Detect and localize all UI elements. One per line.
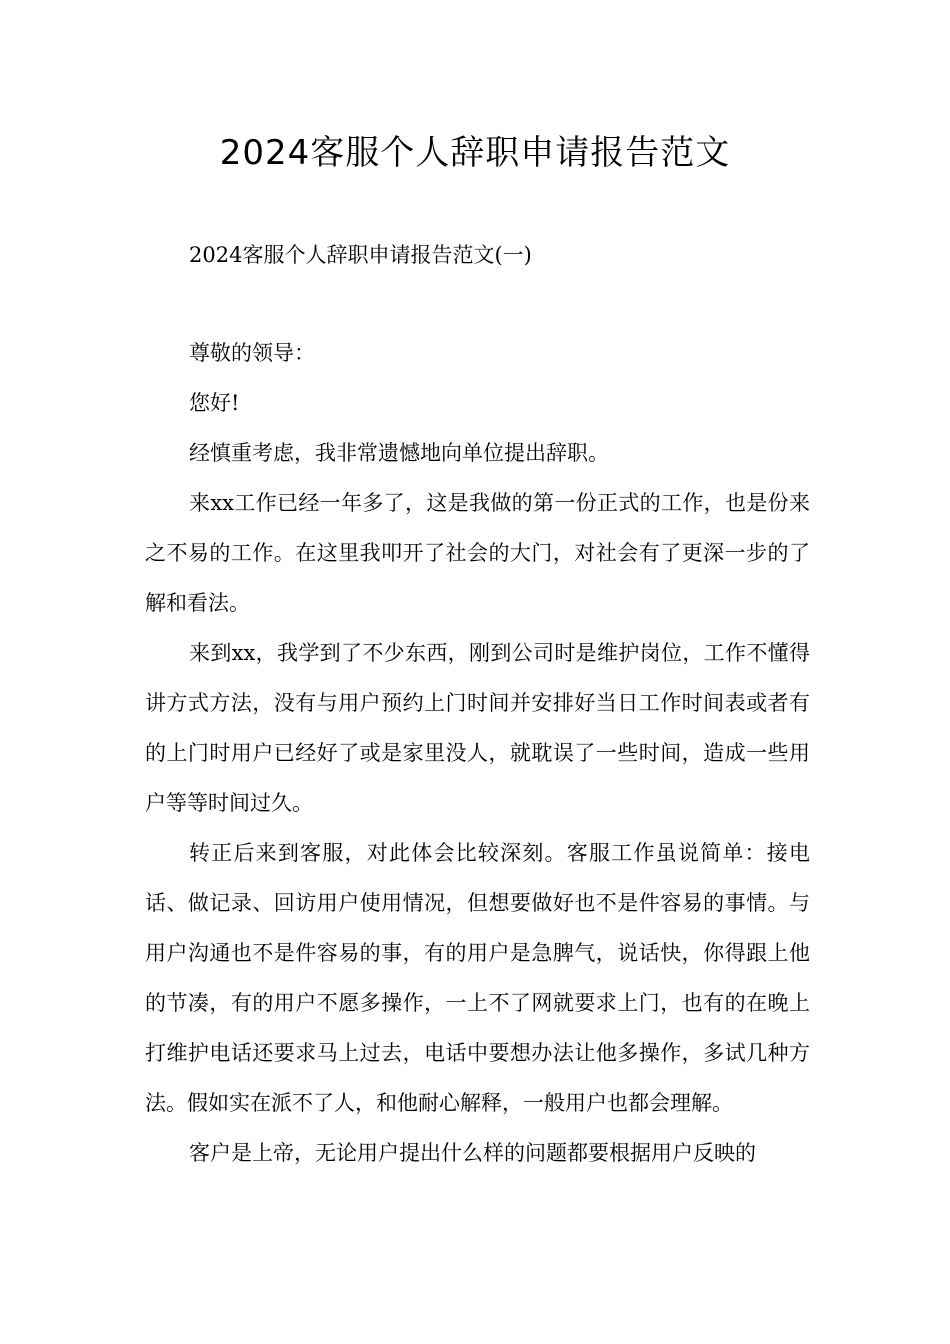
section-subtitle: 2024客服个人辞职申请报告范文(一)	[189, 243, 532, 267]
document-body	[145, 230, 810, 1178]
paragraph: 经慎重考虑，我非常遗憾地向单位提出辞职。	[189, 441, 609, 465]
paragraph: 来xx工作已经一年多了，这是我做的第一份正式的工作，也是份来之不易的工作。在这里我叩开了社会的大门，对社会有了更深一步的了解和看法。	[145, 491, 810, 615]
paragraph: 客户是上帝，无论用户提出什么样的问题都要根据用户反映的	[189, 1141, 756, 1165]
paragraph: 来到xx，我学到了不少东西，刚到公司时是维护岗位，工作不懂得讲方式方法，没有与用户预约上门时间并安排好当日工作时间表或者有的上门时用户已经好了或是家里没人，就耽误了一些时间，造成一些用户等等时间过久。	[145, 641, 810, 815]
paragraph-greeting: 您好!	[189, 391, 240, 415]
document-title: 2024客服个人辞职申请报告范文	[219, 133, 731, 173]
paragraph: 转正后来到客服，对此体会比较深刻。客服工作虽说简单：接电话、做记录、回访用户使用情况，但想要做好也不是件容易的事情。与用户沟通也不是件容易的事，有的用户是急脾气，说话快，你得跟上他的节凑，有的用户不愿多操作，一上不了网就要求上门，也有的在晚上打维护电话还要求马上过去，电话中要想办法让他多操作，多试几种方法。假如实在派不了人，和他耐心解释，一般用户也都会理解。	[145, 841, 810, 1115]
paragraph-salutation: 尊敬的领导：	[189, 341, 315, 365]
